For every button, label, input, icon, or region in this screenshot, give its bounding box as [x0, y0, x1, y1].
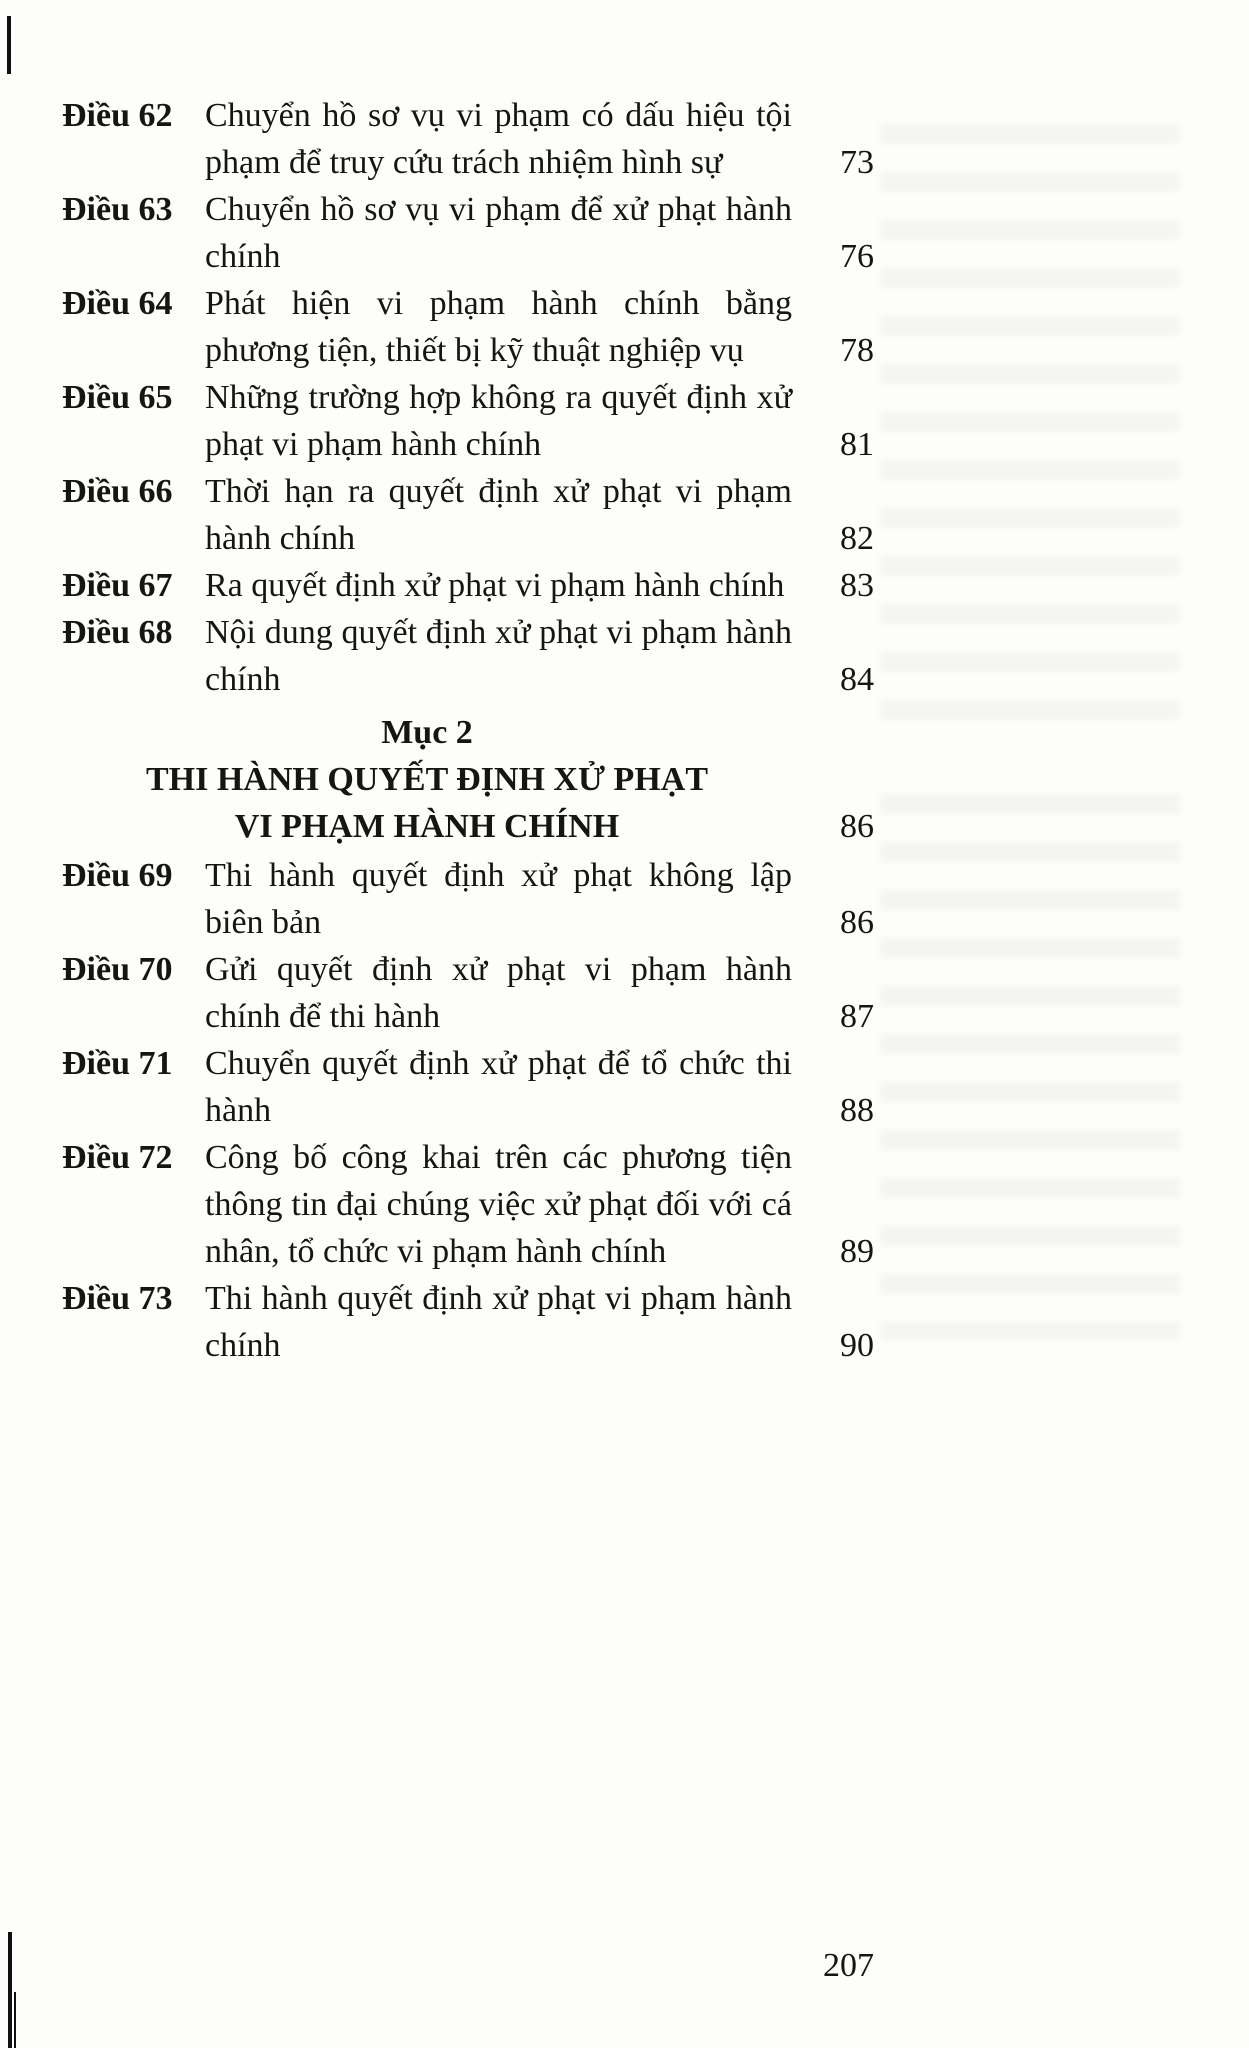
article-label: Điều 66 [62, 473, 173, 510]
section-title-line-2: VI PHẠM HÀNH CHÍNH [234, 808, 620, 845]
article-label: Điều 65 [62, 379, 173, 416]
article-page-number: 89 [840, 1233, 874, 1270]
section-title-line-1: THI HÀNH QUYẾT ĐỊNH XỬ PHẠT [146, 761, 708, 798]
toc-entry [62, 1275, 874, 1369]
toc-entry [62, 946, 874, 1040]
toc-entry [62, 92, 874, 186]
toc-entry [62, 280, 874, 374]
article-title: Chuyển quyết định xử phạt để tổ chức thi hành [205, 1045, 792, 1129]
article-label: Điều 67 [62, 567, 173, 604]
article-title: Gửi quyết định xử phạt vi phạm hành chính để thi hành [205, 951, 792, 1035]
article-title: Thi hành quyết định xử phạt không lập biên bản [205, 857, 792, 941]
article-title: Thời hạn ra quyết định xử phạt vi phạm hành chính [205, 473, 792, 557]
article-page-number: 78 [840, 332, 874, 369]
folio-page-number: 207 [823, 1947, 874, 1984]
article-page-number: 73 [840, 144, 874, 181]
section-kicker: Mục 2 [381, 714, 473, 751]
article-label: Điều 63 [62, 191, 173, 228]
article-label: Điều 71 [62, 1045, 173, 1082]
article-label: Điều 72 [62, 1139, 173, 1176]
article-title: Công bố công khai trên các phương tiện thông tin đại chúng việc xử phạt đối với cá nhân, tổ chức vi phạm hành chính [205, 1139, 792, 1270]
article-label: Điều 69 [62, 857, 173, 894]
article-page-number: 84 [840, 661, 874, 698]
section-heading-muc-2 [62, 709, 874, 850]
article-title: Thi hành quyết định xử phạt vi phạm hành chính [205, 1280, 792, 1364]
article-page-number: 86 [840, 904, 874, 941]
scan-artifact-bottom-left-2 [14, 1992, 16, 2048]
article-title: Chuyển hồ sơ vụ vi phạm để xử phạt hành chính [205, 191, 792, 275]
section-heading-text [62, 709, 802, 850]
scan-artifact-bottom-left [8, 1932, 12, 2048]
article-label: Điều 70 [62, 951, 173, 988]
toc-entry [62, 609, 874, 703]
section-page-number: 86 [840, 808, 874, 845]
article-page-number: 90 [840, 1327, 874, 1364]
article-title: Ra quyết định xử phạt vi phạm hành chính [205, 567, 785, 604]
article-page-number: 81 [840, 426, 874, 463]
article-page-number: 83 [840, 567, 874, 604]
article-page-number: 76 [840, 238, 874, 275]
article-label: Điều 62 [62, 97, 173, 134]
toc-entry [62, 468, 874, 562]
scan-artifact-top-left [7, 16, 11, 74]
article-title: Những trường hợp không ra quyết định xử phạt vi phạm hành chính [205, 379, 792, 463]
article-label: Điều 73 [62, 1280, 173, 1317]
article-page-number: 87 [840, 998, 874, 1035]
bleed-through-ghost-text [880, 110, 1180, 730]
article-title: Nội dung quyết định xử phạt vi phạm hành chính [205, 614, 792, 698]
article-label: Điều 64 [62, 285, 173, 322]
table-of-contents [62, 92, 874, 1369]
article-label: Điều 68 [62, 614, 173, 651]
article-title: Chuyển hồ sơ vụ vi phạm có dấu hiệu tội phạm để truy cứu trách nhiệm hình sự [205, 97, 792, 181]
toc-entry [62, 1134, 874, 1275]
toc-entry [62, 374, 874, 468]
toc-entry [62, 852, 874, 946]
article-title: Phát hiện vi phạm hành chính bằng phương tiện, thiết bị kỹ thuật nghiệp vụ [205, 285, 792, 369]
toc-entry [62, 1040, 874, 1134]
article-page-number: 88 [840, 1092, 874, 1129]
toc-entry [62, 186, 874, 280]
article-page-number: 82 [840, 520, 874, 557]
bleed-through-ghost-text [880, 780, 1180, 1340]
toc-entry [62, 562, 874, 609]
